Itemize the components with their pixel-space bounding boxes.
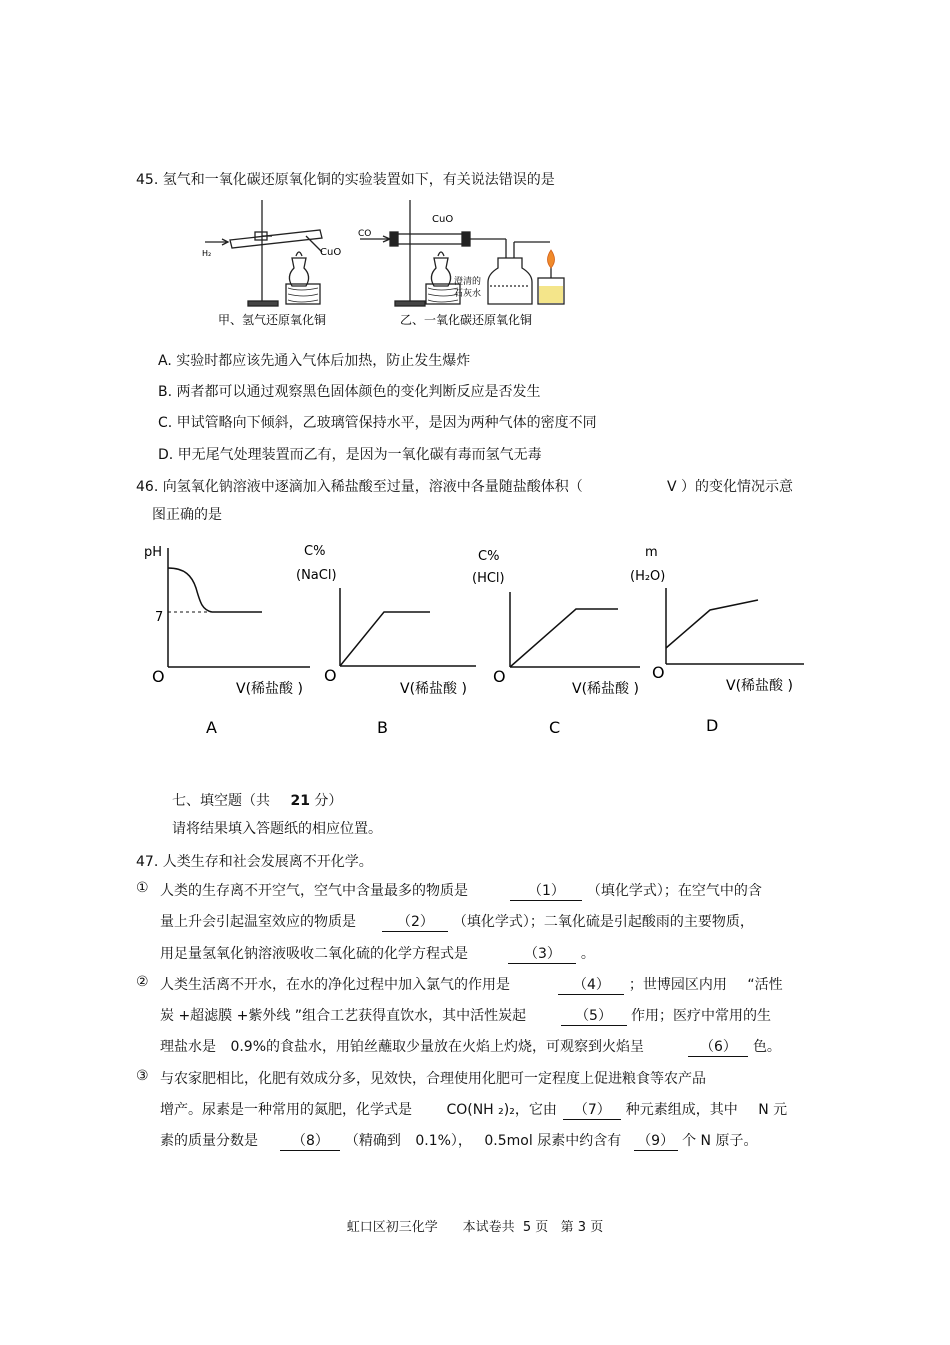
q46-stem-1: 46. 向氢氧化钠溶液中逐滴加入稀盐酸至过量，溶液中各量随盐酸体积（ bbox=[136, 479, 583, 495]
graph-c-xlabel: V(稀盐酸 ) bbox=[572, 681, 639, 697]
graph-b bbox=[296, 540, 486, 740]
q47-p2-line3 bbox=[160, 1036, 781, 1057]
q47-p3-l3e: 个 N 原子。 bbox=[682, 1133, 758, 1149]
q45-option-b: B. 两者都可以通过观察黑色固体颜色的变化判断反应是否发生 bbox=[158, 384, 541, 400]
q46-stem-2: 图正确的是 bbox=[152, 507, 222, 523]
q45-option-a: A. 实验时都应该先通入气体后加热，防止发生爆炸 bbox=[158, 353, 471, 369]
blank-1: （1） bbox=[510, 880, 582, 901]
q47-p1-mark: ① bbox=[136, 880, 149, 896]
graph-b-ylabel2: (NaCl) bbox=[296, 568, 337, 583]
q47-p2-l2a: 炭 +超滤膜 +紫外线 ”组合工艺获得直饮水，其中活性炭起 bbox=[160, 1008, 527, 1024]
graph-b-xlabel: V(稀盐酸 ) bbox=[400, 681, 467, 697]
graph-c-letter: C bbox=[549, 718, 561, 737]
q47-p3-l2a: 增产。尿素是一种常用的氮肥，化学式是 bbox=[160, 1102, 412, 1118]
q47-p1-l1b: （填化学式）；在空气中的含 bbox=[586, 883, 762, 899]
graph-a-xlabel: V(稀盐酸 ) bbox=[236, 681, 303, 697]
graph-a bbox=[140, 540, 320, 740]
graph-d bbox=[620, 540, 810, 740]
q47-p1-l1a: 人类的生存离不开空气，空气中含量最多的物质是 bbox=[160, 883, 468, 899]
graph-d-letter: D bbox=[706, 716, 719, 735]
q47-stem: 47. 人类生存和社会发展离不开化学。 bbox=[136, 854, 373, 870]
q45-option-c: C. 甲试管略向下倾斜，乙玻璃管保持水平，是因为两种气体的密度不同 bbox=[158, 415, 597, 431]
blank-7: （7） bbox=[563, 1099, 621, 1120]
blank-9: （9） bbox=[634, 1130, 678, 1151]
graph-d-ylabel: m bbox=[645, 545, 658, 560]
blank-6: （6） bbox=[688, 1036, 748, 1057]
q47-p3-mark: ③ bbox=[136, 1068, 149, 1084]
graph-c-ylabel2: (HCl) bbox=[472, 571, 505, 586]
blank-2: （2） bbox=[382, 911, 448, 932]
q47-p1-line3 bbox=[160, 943, 595, 964]
section-title bbox=[172, 790, 342, 810]
q47-p3-line1: 与农家肥相比，化肥有效成分多，见效快，合理使用化肥可一定程度上促进粮食等农产品 bbox=[160, 1071, 706, 1087]
q47-p2-l3pct: 0.9%的食盐水，用铂丝蘸取少量放在火焰上灼烧，可观察到火焰呈 bbox=[230, 1039, 645, 1055]
q47-p3-l2b: 种元素组成，其中 bbox=[625, 1102, 738, 1118]
limewater-label-1: 澄清的 bbox=[454, 277, 482, 287]
limewater-label-2: 石灰水 bbox=[454, 289, 482, 299]
graph-d-origin: O bbox=[652, 663, 665, 682]
caption-right: 乙、一氧化碳还原氧化铜 bbox=[400, 313, 533, 327]
q47-p3-line3 bbox=[160, 1130, 757, 1151]
graph-a-ylabel: pH bbox=[144, 545, 163, 560]
graph-a-tick: 7 bbox=[155, 610, 164, 625]
caption-left: 甲、氢气还原氧化铜 bbox=[218, 313, 327, 327]
q46-stem-v: V ）的变化情况示意 bbox=[667, 479, 794, 495]
q45-apparatus-figure bbox=[200, 196, 570, 331]
q47-p2-l3b: 色。 bbox=[752, 1039, 781, 1055]
graph-a-letter: A bbox=[206, 718, 217, 737]
co-label: CO bbox=[358, 229, 372, 239]
q47-p1-l3b: 。 bbox=[580, 946, 595, 962]
h2-label: H₂ bbox=[202, 249, 212, 258]
q47-p2-l1b: ；世博园区内用 bbox=[628, 977, 727, 993]
blank-3: （3） bbox=[508, 943, 576, 964]
q47-p2-mark: ② bbox=[136, 974, 149, 990]
graph-c-origin: O bbox=[493, 667, 506, 686]
q47-p2-l2b: 作用；医疗中常用的生 bbox=[630, 1008, 771, 1024]
q47-p3-l3d: 0.5mol 尿素中约含有 bbox=[484, 1133, 622, 1149]
cuo-label-right: CuO bbox=[432, 214, 454, 225]
q47-p3-l2c: N 元 bbox=[758, 1102, 788, 1118]
section-points: 21 bbox=[290, 793, 310, 809]
q47-formula: CO(NH ₂)₂，它由 bbox=[446, 1102, 557, 1118]
graph-b-origin: O bbox=[324, 666, 337, 685]
q47-p2-l1a: 人类生活离不开水，在水的净化过程中加入氯气的作用是 bbox=[160, 977, 510, 993]
graph-b-ylabel: C% bbox=[304, 544, 326, 559]
graph-c-ylabel: C% bbox=[478, 549, 500, 564]
cuo-label-left: CuO bbox=[320, 247, 342, 258]
section-title-post: 分） bbox=[314, 793, 343, 809]
graph-a-origin: O bbox=[152, 667, 165, 686]
blank-4: （4） bbox=[558, 974, 624, 995]
q47-p1-l2a: 量上升会引起温室效应的物质是 bbox=[160, 914, 356, 930]
q47-p3-l3a: 素的质量分数是 bbox=[160, 1133, 258, 1149]
q47-p3-l3b: （精确到 bbox=[344, 1133, 401, 1149]
q47-p2-line1 bbox=[160, 974, 783, 995]
section-title-pre: 七、填空题（共 bbox=[172, 793, 270, 809]
q45-stem: 45. 氢气和一氧化碳还原氧化铜的实验装置如下，有关说法错误的是 bbox=[136, 172, 555, 188]
q47-p2-l3a: 理盐水是 bbox=[160, 1039, 216, 1055]
q45-option-d: D. 甲无尾气处理装置而乙有，是因为一氧化碳有毒而氢气无毒 bbox=[158, 447, 542, 463]
blank-8: （8） bbox=[280, 1130, 340, 1151]
q47-p2-line2 bbox=[160, 1005, 771, 1026]
q47-p1-l2b: （填化学式）；二氧化硫是引起酸雨的主要物质， bbox=[452, 914, 754, 930]
blank-5: （5） bbox=[561, 1005, 627, 1026]
q47-p1-line1 bbox=[160, 880, 762, 901]
section-note: 请将结果填入答题纸的相应位置。 bbox=[172, 821, 382, 837]
q47-p2-l1c: “活性 bbox=[747, 977, 783, 993]
graph-d-xlabel: V(稀盐酸 ) bbox=[726, 678, 793, 694]
q47-p1-l3a: 用足量氢氧化钠溶液吸收二氧化硫的化学方程式是 bbox=[160, 946, 468, 962]
page-footer: 虹口区初三化学 本试卷共 5 页 第 3 页 bbox=[346, 1220, 604, 1235]
q47-p3-l3c: 0.1%）， bbox=[415, 1133, 472, 1149]
graph-d-ylabel2: (H₂O) bbox=[630, 569, 666, 584]
q47-p3-line2 bbox=[160, 1099, 787, 1120]
q47-p1-line2 bbox=[160, 911, 754, 932]
graph-b-letter: B bbox=[377, 718, 388, 737]
